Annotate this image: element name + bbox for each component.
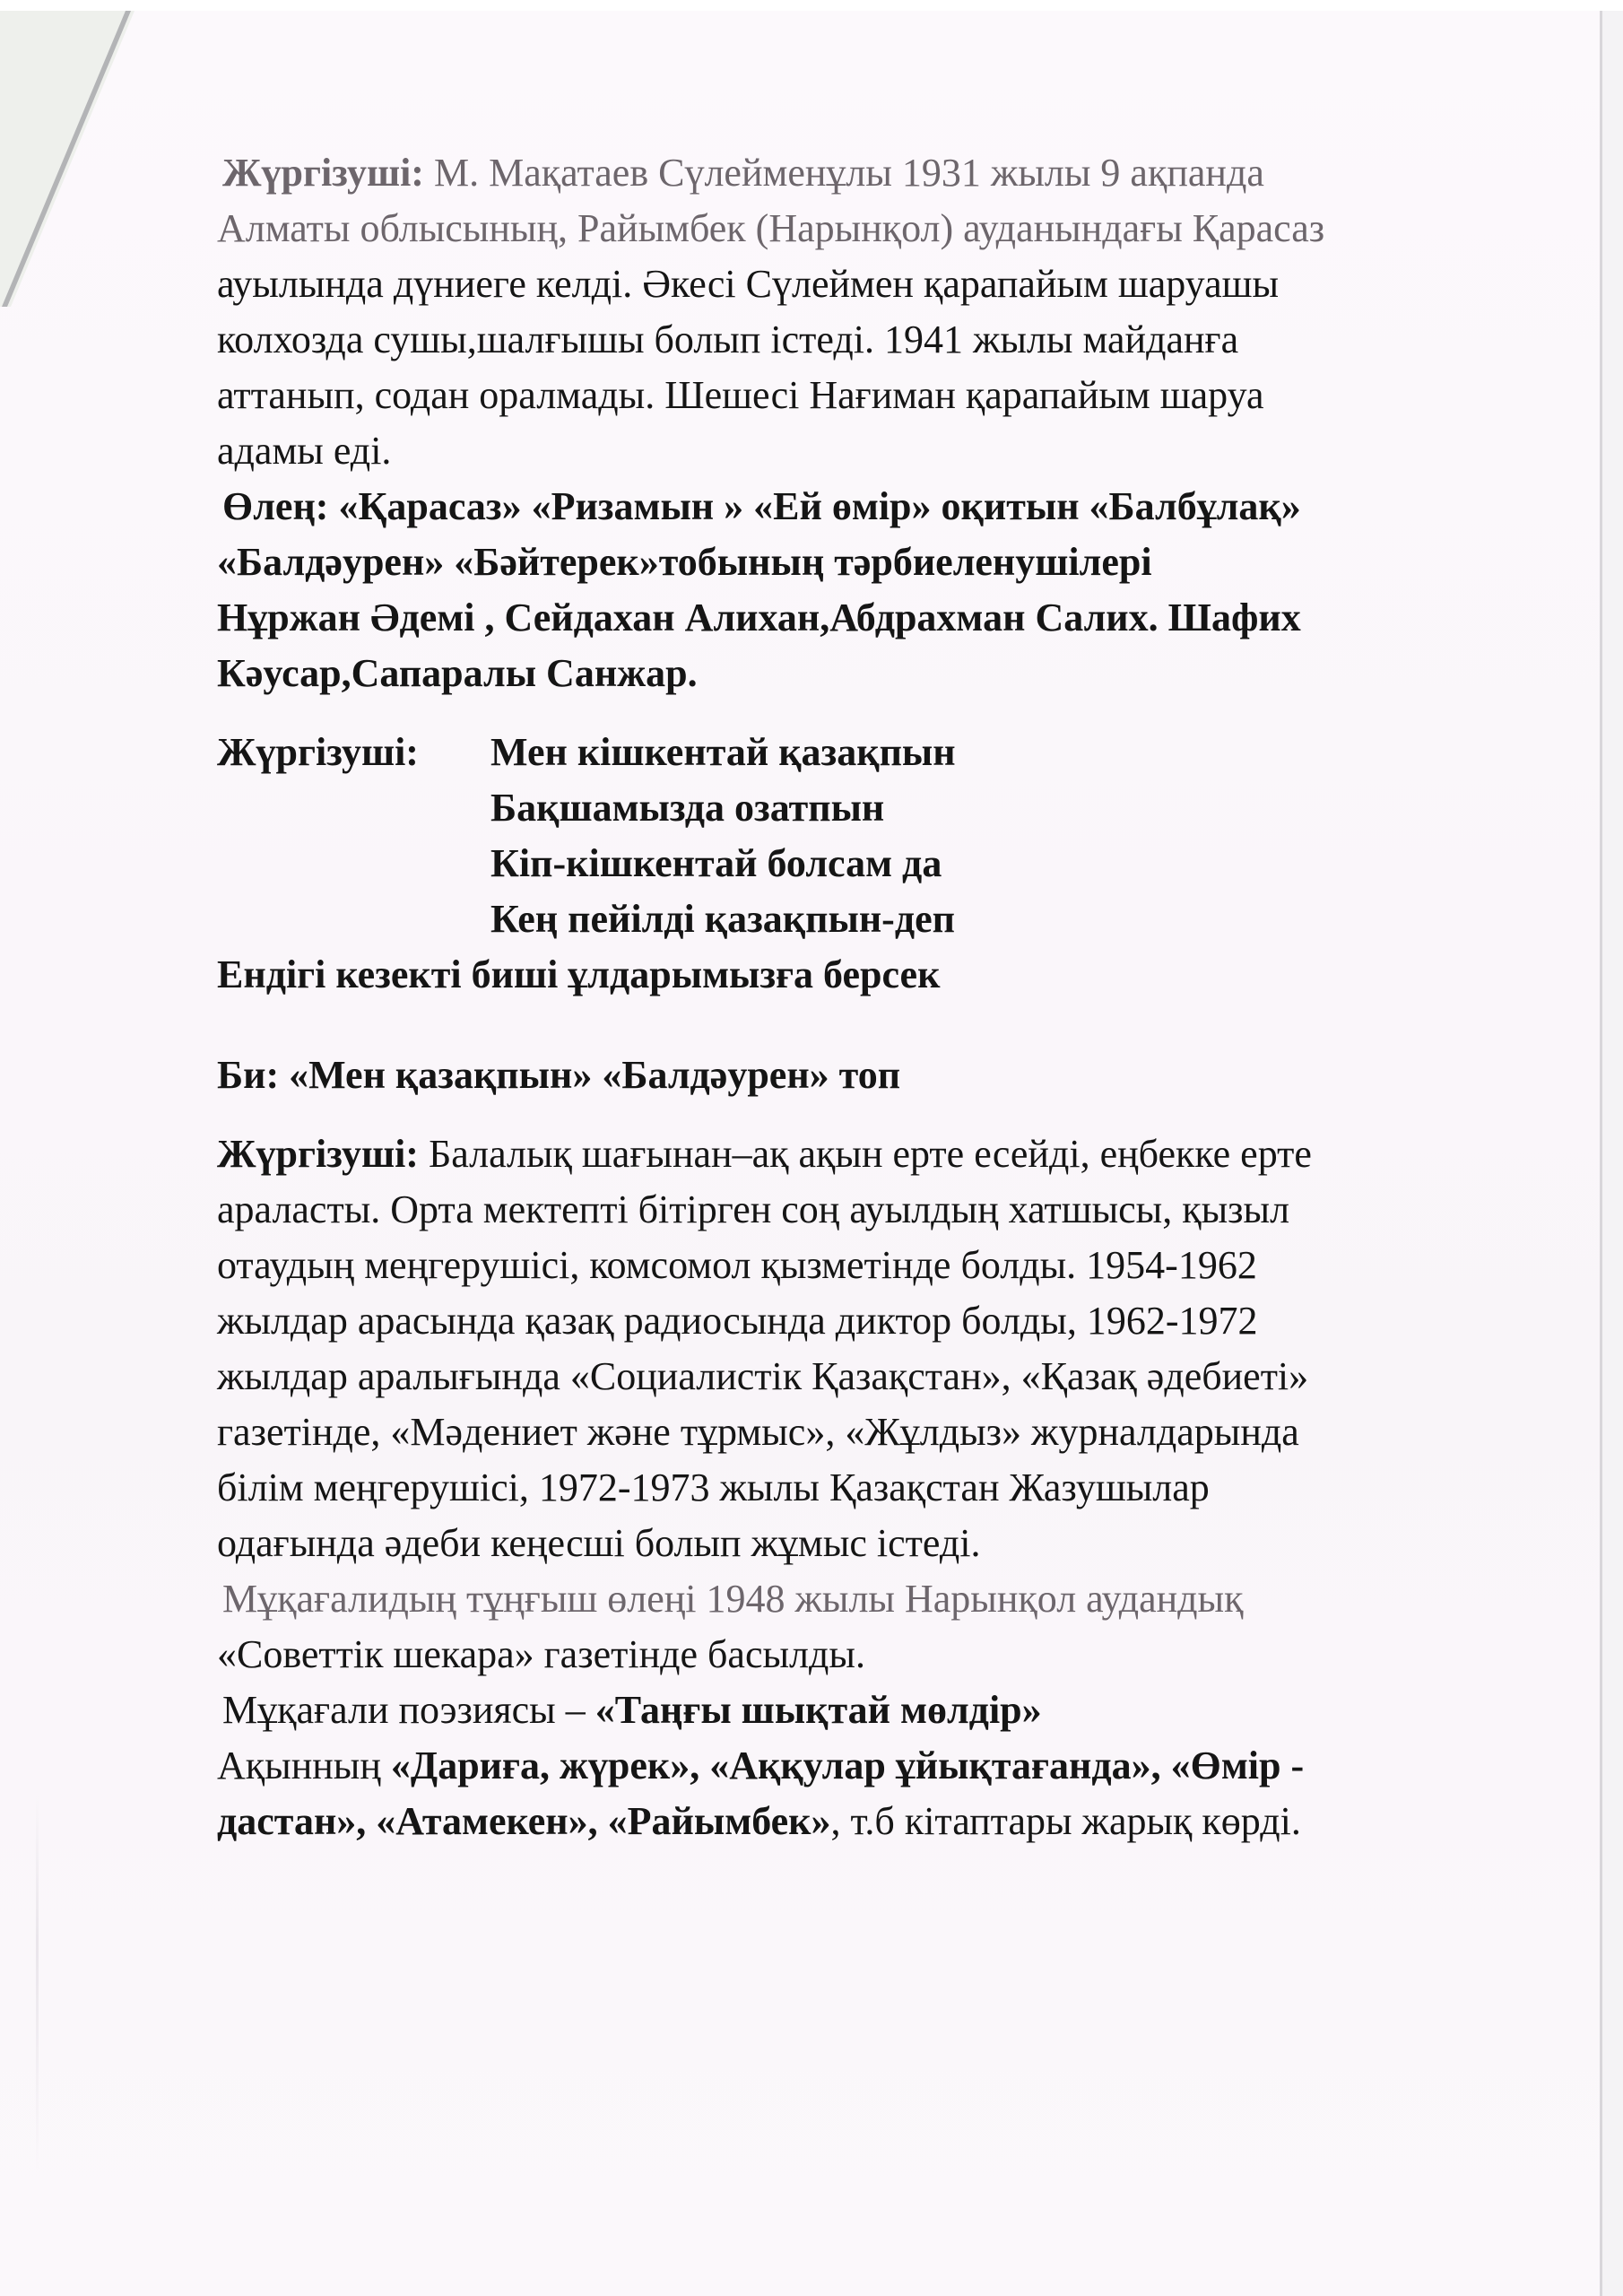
text-line: Мұқағалидың тұңғыш өлеңі 1948 жылы Нарынқол аудандық	[222, 1577, 1244, 1621]
speaker-label: Жүргізуші:	[217, 730, 419, 774]
text-line: Ендігі кезекті биші ұлдарымызға берсек	[217, 952, 941, 996]
speaker-label: Жүргізуші:	[217, 1132, 419, 1176]
text-line: адамы еді.	[217, 429, 392, 473]
scan-artifact	[36, 1794, 39, 2170]
speaker-label: Жүргізуші:	[222, 151, 424, 195]
book-titles: «Дариға, жүрек», «Аққулар ұйықтағанда», «Өмір -	[390, 1744, 1305, 1787]
poetry-line: Мұқағали поэзиясы – «Таңғы шықтай мөлдір»	[222, 1688, 1042, 1732]
text-line: Жүргізуші: М. Мақатаев Сүлейменұлы 1931 жылы 9 ақпанда	[222, 151, 1264, 195]
first-poem-paragraph	[217, 1571, 1454, 1683]
verse-block	[217, 725, 1454, 1003]
text-line: одағында әдеби кеңесші болып жұмыс істеді.	[217, 1521, 981, 1565]
text-line: отаудың меңгерушісі, комсомол қызметінде болды. 1954-1962	[217, 1243, 1257, 1287]
verse-line: Бақшамызда озатпын	[490, 786, 885, 830]
scan-right-margin	[1602, 11, 1623, 2296]
scan-top-margin	[0, 0, 1623, 11]
poetry-title: «Таңғы шықтай мөлдір»	[595, 1688, 1042, 1732]
text-line: Алматы облысының, Райымбек (Нарынқол) ауданындағы Қарасаз	[217, 206, 1325, 250]
text-line: Өлең: «Қарасаз» «Ризамын » «Ей өмір» оқитын «Балбұлақ»	[222, 484, 1301, 528]
verse-line: Кіп-кішкентай болсам да	[490, 841, 942, 885]
poem-performers-block	[217, 479, 1454, 701]
verse-line: Жүргізуші: Мен кішкентай қазақпын	[217, 725, 1454, 780]
text-line: «Советтік шекара» газетінде басылды.	[217, 1632, 865, 1676]
text-line: Ақынның «Дариға, жүрек», «Аққулар ұйықтағанда», «Өмір -	[217, 1744, 1305, 1787]
text-line: жылдар аралығында «Социалистік Қазақстан», «Қазақ әдебиеті»	[217, 1354, 1309, 1398]
text-line: колхозда сушы,шалғышы болып істеді. 1941 жылы майданға	[217, 317, 1239, 361]
text-line: «Балдәурен» «Бәйтерек»тобының тәрбиеленушілері	[217, 540, 1152, 584]
text-line: араласты. Орта мектепті бітірген соң ауылдың хатшысы, қызыл	[217, 1187, 1290, 1231]
biography-paragraph	[217, 1126, 1454, 1571]
verse-line: Кең пейілді қазақпын-деп	[490, 897, 955, 941]
text-line: дастан», «Атамекен», «Райымбек», т.б кітаптары жарық көрді.	[217, 1799, 1301, 1843]
text-line: Кәусар,Сапаралы Санжар.	[217, 651, 698, 695]
book-titles: дастан», «Атамекен», «Райымбек»	[217, 1799, 831, 1843]
text-line: Нұржан Әдемі , Сейдахан Алихан,Абдрахман Салих. Шафих	[217, 596, 1301, 639]
intro-paragraph	[217, 145, 1454, 479]
text-line: Жүргізуші: Балалық шағынан–ақ ақын ерте есейді, еңбекке ерте	[217, 1132, 1312, 1176]
text-line: аттанып, содан оралмады. Шешесі Нағиман қарапайым шаруа	[217, 373, 1264, 417]
document-body	[217, 145, 1454, 1849]
books-paragraph	[217, 1738, 1454, 1849]
text-line: ауылында дүниеге келді. Әкесі Сүлеймен қарапайым шаруашы	[217, 262, 1280, 306]
dance-line: Би: «Мен қазақпын» «Балдәурен» топ	[217, 1053, 901, 1097]
page-right-edge	[1600, 11, 1602, 2296]
text-line: білім меңгерушісі, 1972-1973 жылы Қазақстан Жазушылар	[217, 1465, 1210, 1509]
text-line: газетінде, «Мәдениет және тұрмыс», «Жұлдыз» журналдарында	[217, 1410, 1299, 1454]
text-line: жылдар арасында қазақ радиосында диктор болды, 1962-1972	[217, 1299, 1258, 1343]
